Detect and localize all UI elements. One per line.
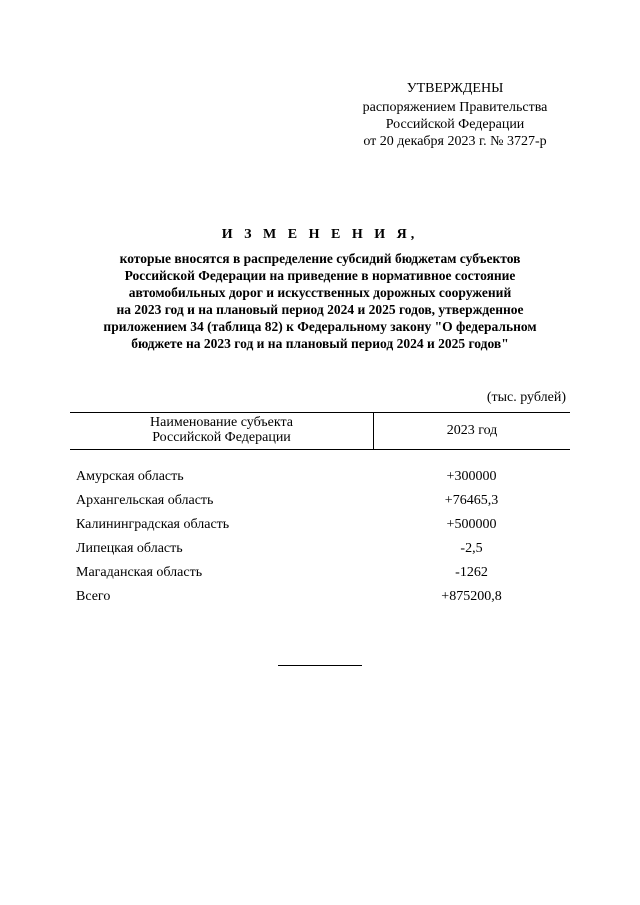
- subheading-line: приложением 34 (таблица 82) к Федеральному закону "О федеральном: [103, 319, 537, 334]
- subheading-line: Российской Федерации на приведение в нормативное состояние: [124, 268, 516, 283]
- total-label: Всего: [76, 589, 111, 604]
- table-row: [70, 489, 570, 513]
- table-row: [70, 513, 570, 537]
- table-row-total: [70, 585, 570, 609]
- approval-line-1: распоряжением Правительства: [362, 100, 548, 115]
- table-row: [70, 465, 570, 489]
- header-region-name: [70, 413, 374, 449]
- header-year: 2023 год: [446, 423, 498, 438]
- table-header: [70, 412, 570, 450]
- region-name: Архангельская область: [76, 493, 214, 508]
- document-heading: И З М Е Н Е Н И Я,: [221, 227, 419, 242]
- table-body: [70, 450, 570, 609]
- subheading-line: которые вносятся в распределение субсидий бюджетам субъектов: [119, 251, 521, 266]
- approval-line-2: Российской Федерации: [385, 117, 525, 132]
- table-row: [70, 537, 570, 561]
- table-row: [70, 561, 570, 585]
- approval-stamp: УТВЕРЖДЕНЫ: [406, 81, 504, 96]
- region-value: +500000: [446, 517, 497, 532]
- approval-block: [330, 80, 580, 150]
- region-value: +300000: [446, 469, 497, 484]
- total-value: +875200,8: [441, 589, 502, 604]
- subheading-line: на 2023 год и на плановый период 2024 и 2025 годов, утвержденное: [116, 302, 524, 317]
- units-label: (тыс. рублей): [486, 390, 566, 405]
- header-region-line-1: Наименование субъекта: [150, 415, 293, 430]
- region-name: Амурская область: [76, 469, 184, 484]
- region-name: Калининградская область: [76, 517, 230, 532]
- subheading-line: бюджете на 2023 год и на плановый период 2024 и 2025 годов": [131, 336, 509, 351]
- region-value: -1262: [455, 565, 488, 580]
- header-region-line-2: Российской Федерации: [152, 430, 291, 445]
- region-value: -2,5: [460, 541, 483, 556]
- approval-line-3: от 20 декабря 2023 г. № 3727-р: [363, 134, 547, 149]
- document-subheading: [70, 250, 570, 352]
- region-name: Липецкая область: [76, 541, 183, 556]
- region-value: +76465,3: [444, 493, 499, 508]
- end-divider: [278, 665, 362, 666]
- subheading-line: автомобильных дорог и искусственных дорожных сооружений: [128, 285, 512, 300]
- subsidy-table: [70, 412, 570, 609]
- region-name: Магаданская область: [76, 565, 203, 580]
